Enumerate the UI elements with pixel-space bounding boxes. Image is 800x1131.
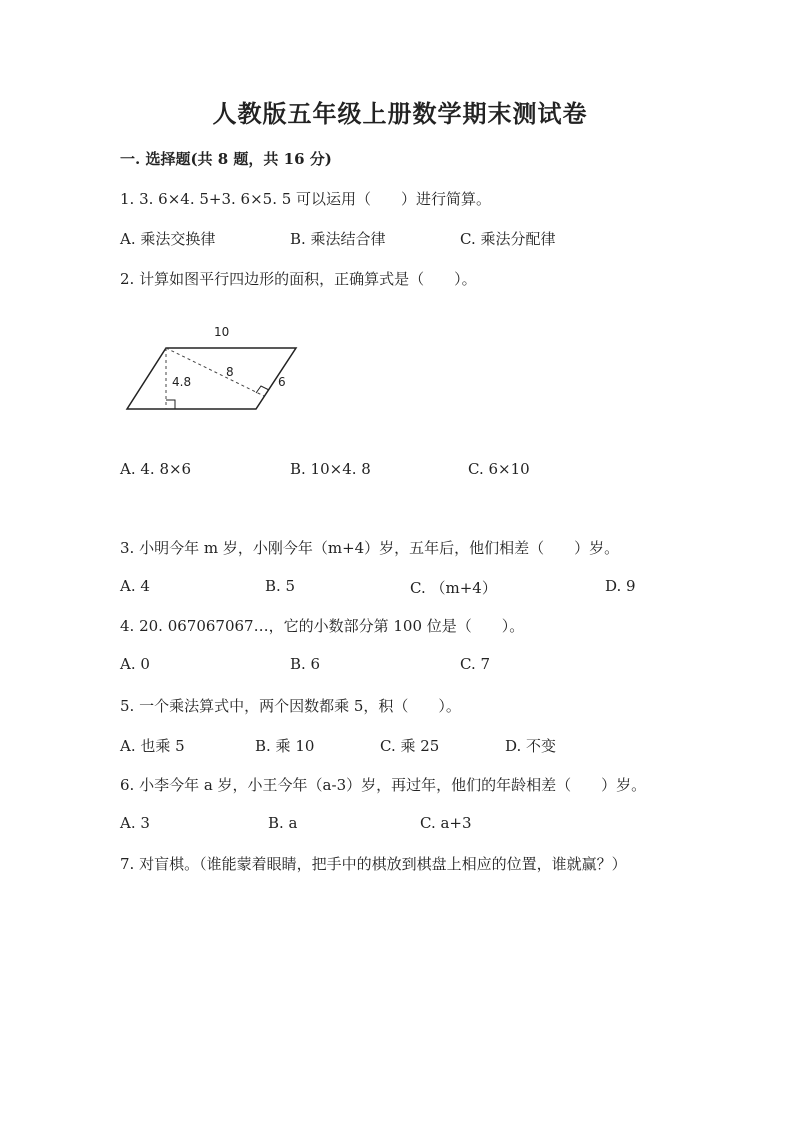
question-7: 7. 对盲棋。（谁能蒙着眼睛，把手中的棋放到棋盘上相应的位置，谁就赢？） bbox=[120, 855, 627, 873]
q6-option-a[interactable]: A. 3 bbox=[120, 814, 150, 832]
section-heading: 一. 选择题(共 8 题，共 16 分) bbox=[120, 150, 332, 168]
question-5: 5. 一个乘法算式中，两个因数都乘 5，积（ ）。 bbox=[120, 697, 461, 715]
q3-option-b[interactable]: B. 5 bbox=[265, 577, 296, 595]
question-3: 3. 小明今年 m 岁，小刚今年（m+4）岁，五年后，他们相差（ ）岁。 bbox=[120, 539, 620, 557]
right-angle-mark-base bbox=[166, 400, 175, 409]
q2-option-b[interactable]: B. 10×4. 8 bbox=[290, 460, 371, 478]
q1-option-b[interactable]: B. 乘法结合律 bbox=[290, 230, 386, 248]
q3-option-d[interactable]: D. 9 bbox=[605, 577, 636, 595]
q2-option-a[interactable]: A. 4. 8×6 bbox=[120, 460, 192, 478]
label-height: 4.8 bbox=[172, 375, 192, 389]
q3-option-c[interactable]: C. （m+4） bbox=[410, 579, 497, 597]
question-2: 2. 计算如图平行四边形的面积，正确算式是（ ）。 bbox=[120, 270, 477, 288]
parallelogram-figure bbox=[120, 318, 310, 418]
q4-option-b[interactable]: B. 6 bbox=[290, 655, 321, 673]
q5-option-c[interactable]: C. 乘 25 bbox=[380, 737, 440, 755]
q6-option-c[interactable]: C. a+3 bbox=[420, 814, 472, 832]
q5-option-d[interactable]: D. 不变 bbox=[505, 737, 557, 755]
q1-option-a[interactable]: A. 乘法交换律 bbox=[120, 230, 216, 248]
parallelogram-shape bbox=[127, 348, 296, 409]
q4-option-c[interactable]: C. 7 bbox=[460, 655, 491, 673]
q4-option-a[interactable]: A. 0 bbox=[120, 655, 150, 673]
q6-option-b[interactable]: B. a bbox=[268, 814, 298, 832]
label-side: 6 bbox=[278, 375, 286, 389]
question-6: 6. 小李今年 a 岁，小王今年（a-3）岁，再过年，他们的年龄相差（ ）岁。 bbox=[120, 776, 647, 794]
q5-option-a[interactable]: A. 也乘 5 bbox=[120, 737, 185, 755]
q2-option-c[interactable]: C. 6×10 bbox=[468, 460, 530, 478]
q1-option-c[interactable]: C. 乘法分配律 bbox=[460, 230, 556, 248]
label-top: 10 bbox=[214, 325, 230, 339]
question-4: 4. 20. 067067067…，它的小数部分第 100 位是（ ）。 bbox=[120, 617, 525, 635]
question-1: 1. 3. 6×4. 5+3. 6×5. 5 可以运用（ ）进行简算。 bbox=[120, 190, 492, 208]
label-diagonal: 8 bbox=[226, 365, 234, 379]
page-title: 人教版五年级上册数学期末测试卷 bbox=[212, 99, 588, 128]
q3-option-a[interactable]: A. 4 bbox=[120, 577, 150, 595]
q5-option-b[interactable]: B. 乘 10 bbox=[255, 737, 315, 755]
